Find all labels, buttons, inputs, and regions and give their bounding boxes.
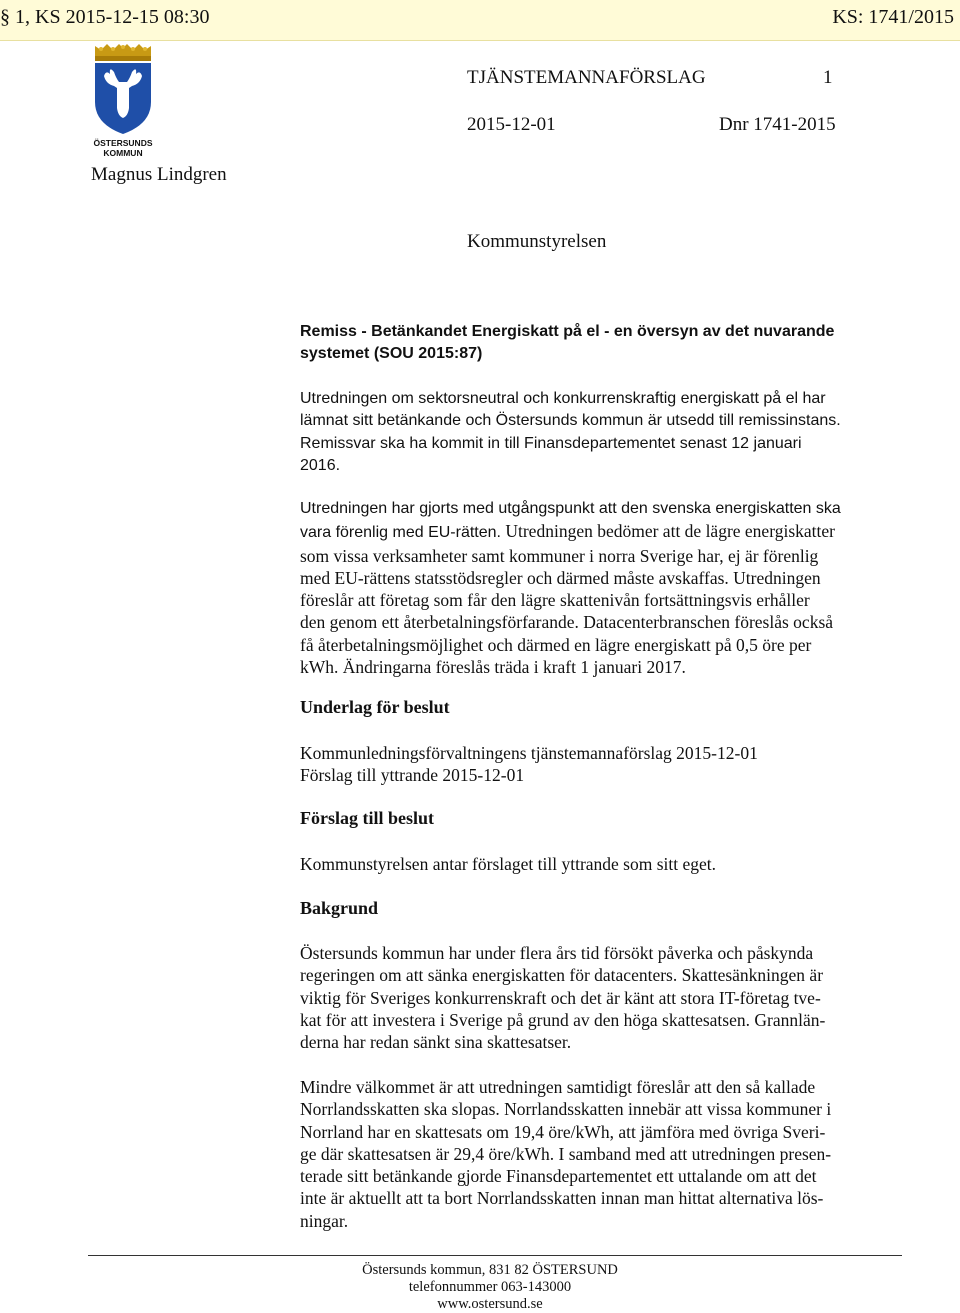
text-line: Norrland har en skattesats om 19,4 öre/kWh, att jämföra med övriga Sveri- <box>300 1121 826 1142</box>
recipient: Kommunstyrelsen <box>467 231 607 252</box>
document-type: TJÄNSTEMANNAFÖRSLAG <box>467 67 706 88</box>
text-line: derna har redan sänkt sina skattesatser. <box>300 1032 572 1053</box>
text-line: Östersunds kommun har under flera års tid försökt påverka och påskynda <box>300 943 814 963</box>
forslag-text <box>300 853 900 875</box>
section-heading-bakgrund: Bakgrund <box>300 898 379 918</box>
section-heading-underlag: Underlag för beslut <box>300 697 450 717</box>
list-item: Förslag till yttrande 2015-12-01 <box>300 765 525 786</box>
list-item: Kommunledningsförvaltningens tjänstemannaförslag 2015-12-01 <box>300 743 758 763</box>
summary-paragraph <box>300 498 900 678</box>
text-line: ningar. <box>300 1210 349 1231</box>
text-line: Utredningen har gjorts med utgångspunkt att den svenska energiskatten ska <box>300 500 841 517</box>
document-header-bar <box>0 0 960 41</box>
footer-phone: telefonnummer 063-143000 <box>408 1279 572 1295</box>
document-title <box>300 321 900 366</box>
text-line: regeringen om att sänka energiskatten för datacenters. Skattesänkningen är <box>300 965 824 986</box>
footer-divider <box>88 1255 902 1256</box>
text-line: Norrlandsskatten ska slopas. Norrlandsskatten innebär att vissa kommuner i <box>300 1099 832 1120</box>
text-line <box>300 520 900 544</box>
text-line: kat för att investera i Sverige på grund av den höga skattesatsen. Grannlän- <box>300 1009 826 1030</box>
text-line: Utredningen om sektorsneutral och konkurrenskraftig energiskatt på el har <box>300 390 826 407</box>
text-line: ge där skattesatsen är 29,4 öre/kWh. I samband med att utredningen presen- <box>300 1143 832 1164</box>
bakgrund-paragraph-2 <box>300 1076 900 1232</box>
author-name: Magnus Lindgren <box>91 164 227 185</box>
title-line: systemet (SOU 2015:87) <box>300 345 483 363</box>
footer-address: Östersunds kommun, 831 82 ÖSTERSUND <box>362 1262 618 1278</box>
text-line: kWh. Ändringarna föreslås träda i kraft 1 januari 2017. <box>300 657 686 678</box>
text-line: Kommunstyrelsen antar förslaget till yttrande som sitt eget. <box>300 854 717 874</box>
meeting-reference: § 1, KS 2015-12-15 08:30 <box>0 6 210 28</box>
page-number: 1 <box>823 67 833 88</box>
ostersunds-kommun-logo <box>92 42 154 160</box>
logo-text-line1: ÖSTERSUNDS <box>93 138 153 148</box>
text-line: viktig för Sveriges konkurrenskraft och det är känt att stora IT-företag tve- <box>300 987 821 1008</box>
logo-text-line2: KOMMUN <box>103 148 143 158</box>
text-line: Mindre välkommet är att utredningen samtidigt föreslår att den så kallade <box>300 1077 816 1097</box>
footer-website[interactable]: www.ostersund.se <box>437 1296 543 1312</box>
text-line: inte är aktuellt att ta bort Norrlandsskatten innan man hittat alternativa lös- <box>300 1188 824 1209</box>
document-date: 2015-12-01 <box>467 114 556 135</box>
text-line: Remissvar ska ha kommit in till Finansdepartementet senast 12 januari <box>300 434 802 452</box>
bakgrund-paragraph-1 <box>300 942 900 1053</box>
section-heading-forslag: Förslag till beslut <box>300 808 434 828</box>
text-line: 2016. <box>300 456 341 474</box>
text-span: vara förenlig med EU-rätten. <box>300 524 501 542</box>
intro-paragraph <box>300 388 900 477</box>
text-line: föreslår att företag som får den lägre skattenivån fortsättningsvis erhåller <box>300 590 810 611</box>
text-line: som vissa verksamheter samt kommuner i norra Sverige har, ej är förenlig <box>300 545 819 566</box>
text-span: Utredningen bedömer att de lägre energiskatter <box>500 521 835 542</box>
title-line: Remiss - Betänkandet Energiskatt på el - en översyn av det nuvarande <box>300 323 835 340</box>
diary-number: Dnr 1741-2015 <box>719 114 836 135</box>
underlag-list <box>300 742 900 787</box>
text-line: terade sitt betänkande gjorde Finansdepartementet ett uttalande om att det <box>300 1166 817 1187</box>
text-line: lämnat sitt betänkande och Östersunds kommun är utsedd till remissinstans. <box>300 412 841 430</box>
text-line: med EU-rättens statsstödsregler och därmed måste avskaffas. Utredningen <box>300 567 821 588</box>
footer <box>300 1262 680 1313</box>
text-line: få återbetalningsmöjlighet och därmed en lägre energiskatt på 0,5 öre per <box>300 634 812 655</box>
text-line: den genom ett återbetalningsförfarande. Datacenterbranschen föreslås också <box>300 612 834 633</box>
case-number: KS: 1741/2015 <box>832 6 954 28</box>
